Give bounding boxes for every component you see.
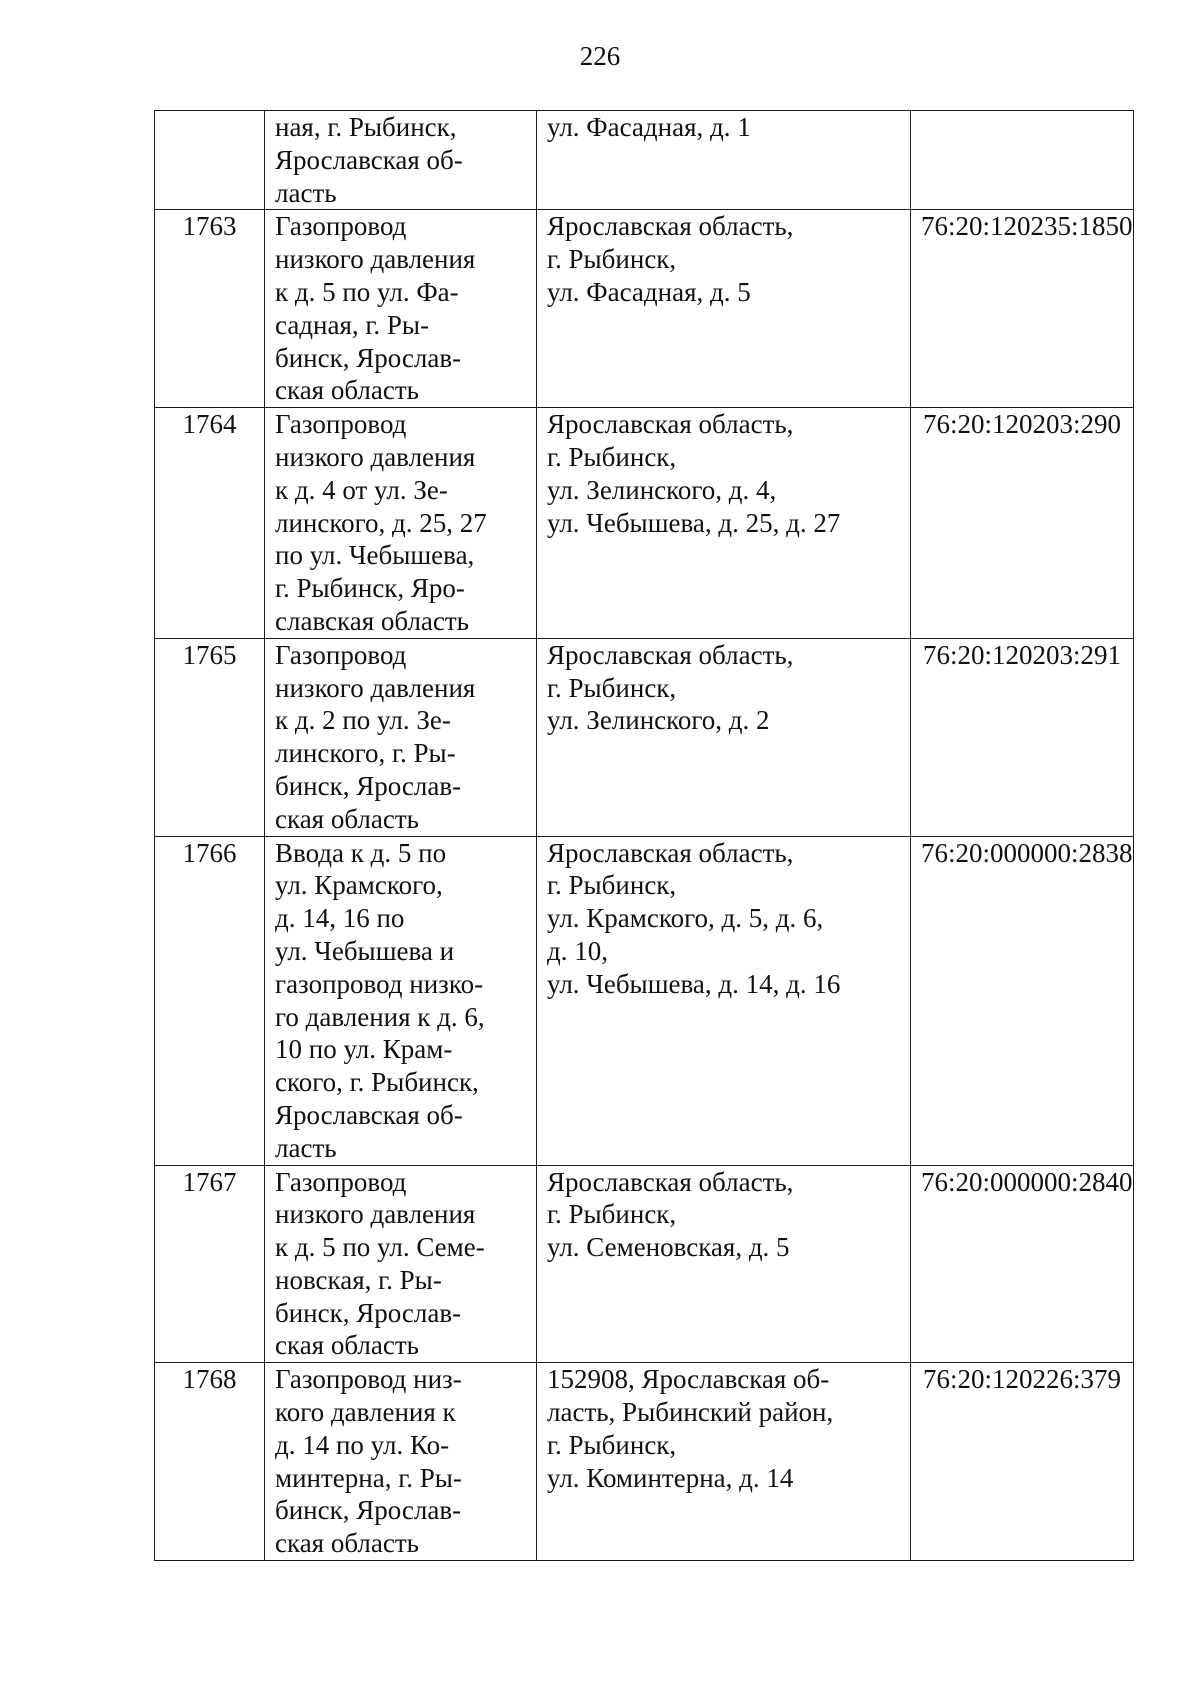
address-cell: ул. Фасадная, д. 1 — [537, 111, 911, 210]
row-number-cell — [155, 111, 265, 210]
cadastral-number-cell: 76:20:000000:2840 — [911, 1165, 1134, 1363]
row-number-cell: 1767 — [155, 1165, 265, 1363]
page-number: 226 — [579, 41, 621, 71]
object-name-cell: Газопровод низкого давления к д. 5 по ул. Семе- новская, г. Ры- бинск, Ярослав- ская область — [265, 1165, 537, 1363]
table-row — [155, 210, 1134, 408]
object-name-cell: ная, г. Рыбинск, Ярославская об- ласть — [265, 111, 537, 210]
address-cell: Ярославская область, г. Рыбинск, ул. Зелинского, д. 2 — [537, 638, 911, 836]
row-number-cell: 1764 — [155, 408, 265, 639]
object-name-cell: Газопровод низкого давления к д. 5 по ул. Фа- садная, г. Ры- бинск, Ярослав- ская область — [265, 210, 537, 408]
cadastral-number-cell: 76:20:000000:2838 — [911, 836, 1134, 1165]
address-cell: Ярославская область, г. Рыбинск, ул. Крамского, д. 5, д. 6, д. 10, ул. Чебышева, д. 14, д. 16 — [537, 836, 911, 1165]
address-cell: Ярославская область, г. Рыбинск, ул. Фасадная, д. 5 — [537, 210, 911, 408]
table-row — [155, 408, 1134, 639]
address-cell: 152908, Ярославская об- ласть, Рыбинский район, г. Рыбинск, ул. Коминтерна, д. 14 — [537, 1363, 911, 1561]
row-number-cell: 1768 — [155, 1363, 265, 1561]
cadastral-number-cell: 76:20:120235:1850 — [911, 210, 1134, 408]
cadastral-number-cell — [911, 111, 1134, 210]
address-cell: Ярославская область, г. Рыбинск, ул. Семеновская, д. 5 — [537, 1165, 911, 1363]
object-name-cell: Газопровод низ- кого давления к д. 14 по ул. Ко- минтерна, г. Ры- бинск, Ярослав- ская область — [265, 1363, 537, 1561]
row-number-cell: 1766 — [155, 836, 265, 1165]
row-number-cell: 1763 — [155, 210, 265, 408]
object-name-cell: Газопровод низкого давления к д. 2 по ул. Зе- линского, г. Ры- бинск, Ярослав- ская область — [265, 638, 537, 836]
address-cell: Ярославская область, г. Рыбинск, ул. Зелинского, д. 4, ул. Чебышева, д. 25, д. 27 — [537, 408, 911, 639]
table-row — [155, 111, 1134, 210]
registry-table — [154, 110, 1134, 1561]
cadastral-number-cell: 76:20:120203:290 — [911, 408, 1134, 639]
table-row — [155, 836, 1134, 1165]
cadastral-number-cell: 76:20:120203:291 — [911, 638, 1134, 836]
cadastral-number-cell: 76:20:120226:379 — [911, 1363, 1134, 1561]
row-number-cell: 1765 — [155, 638, 265, 836]
object-name-cell: Газопровод низкого давления к д. 4 от ул. Зе- линского, д. 25, 27 по ул. Чебышева, г. Рыбинск, Яро- славская область — [265, 408, 537, 639]
object-name-cell: Ввода к д. 5 по ул. Крамского, д. 14, 16 по ул. Чебышева и газопровод низко- го давления к д. 6, 10 по ул. Крам- ского, г. Рыбинск, Ярославская об- ласть — [265, 836, 537, 1165]
table-row — [155, 1165, 1134, 1363]
table-row — [155, 1363, 1134, 1561]
table-row — [155, 638, 1134, 836]
